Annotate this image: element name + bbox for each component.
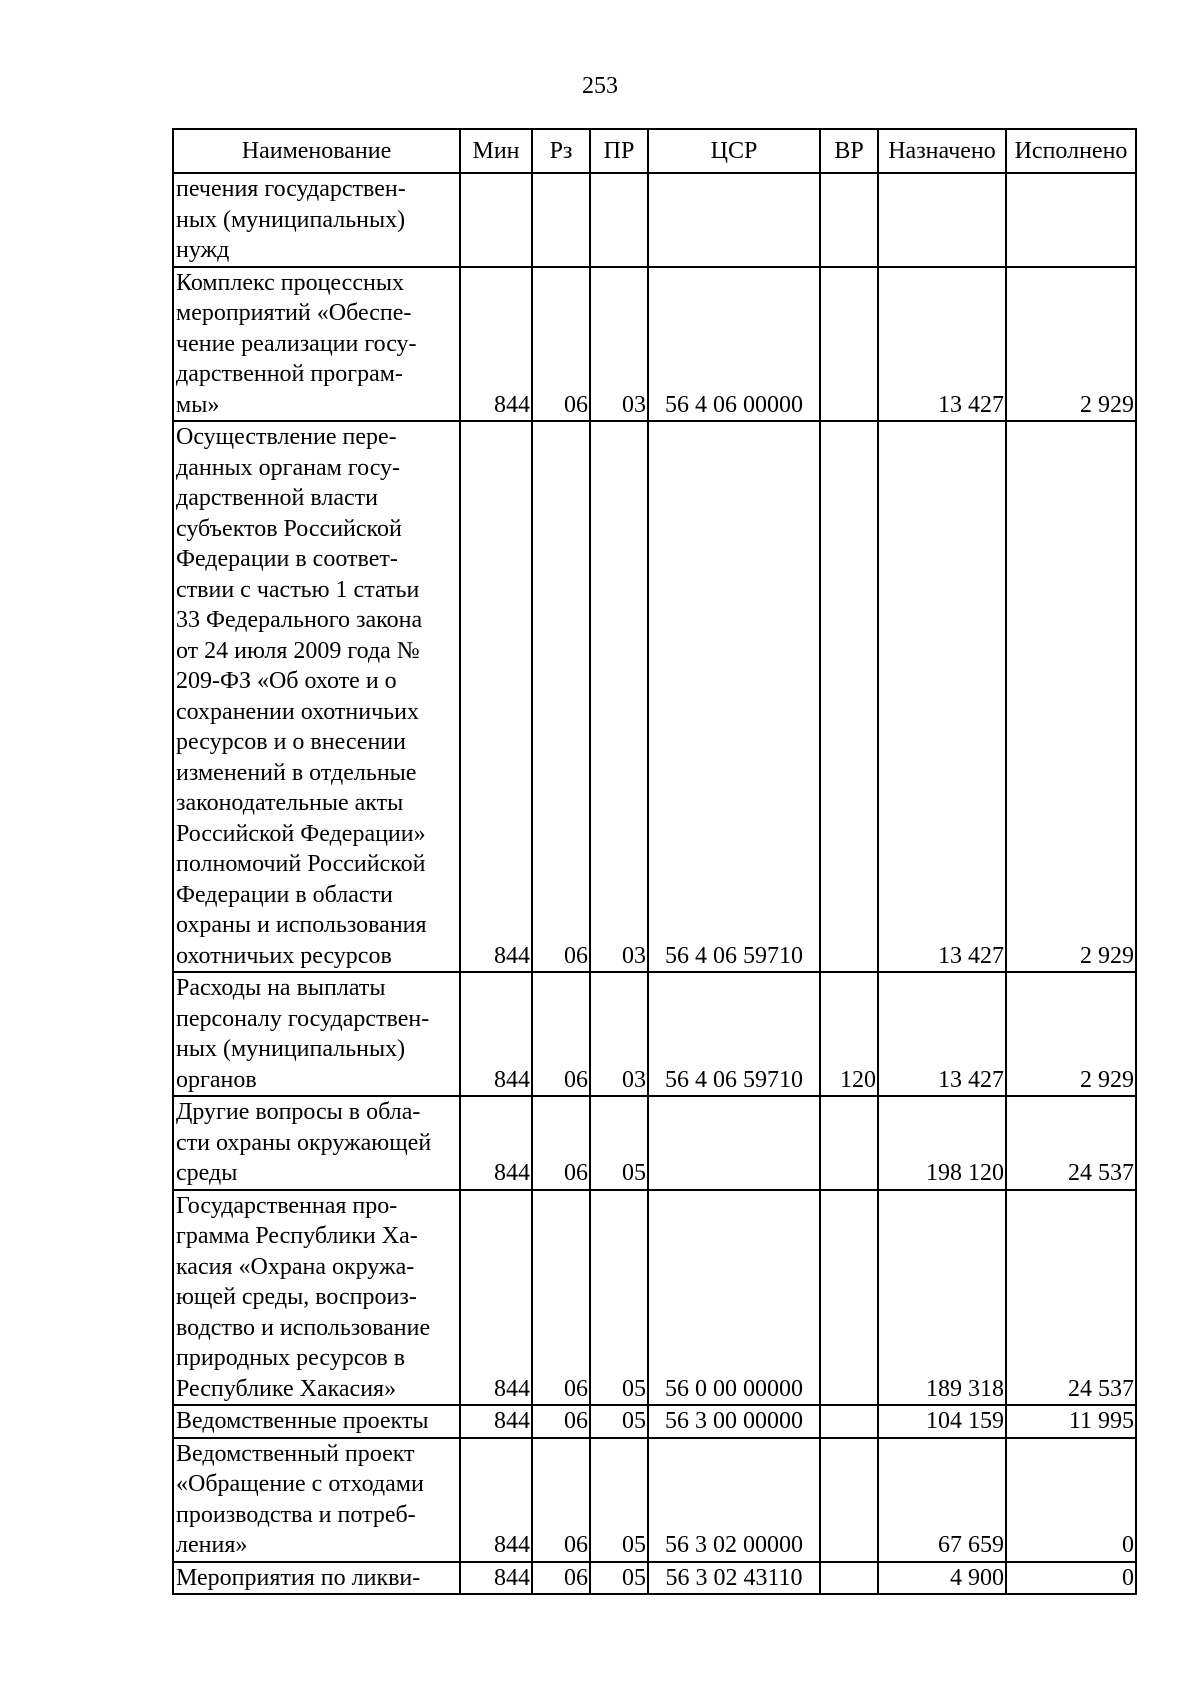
cell-name: Ведомственные проекты (173, 1405, 460, 1438)
cell-csr: 56 3 02 43110 (648, 1562, 820, 1595)
cell-rz: 06 (532, 1190, 590, 1406)
cell-executed: 11 995 (1006, 1405, 1136, 1438)
header-pr: ПР (590, 129, 648, 173)
cell-assigned: 189 318 (878, 1190, 1006, 1406)
cell-csr (648, 1096, 820, 1190)
cell-assigned: 67 659 (878, 1438, 1006, 1562)
cell-executed: 2 929 (1006, 972, 1136, 1096)
cell-pr: 03 (590, 972, 648, 1096)
cell-min: 844 (460, 1438, 532, 1562)
cell-pr: 05 (590, 1096, 648, 1190)
header-rz: Рз (532, 129, 590, 173)
cell-rz: 06 (532, 421, 590, 972)
cell-pr: 03 (590, 267, 648, 422)
cell-csr: 56 0 00 00000 (648, 1190, 820, 1406)
cell-min: 844 (460, 972, 532, 1096)
cell-rz: 06 (532, 1562, 590, 1595)
cell-min: 844 (460, 1405, 532, 1438)
header-vr: ВР (820, 129, 878, 173)
cell-rz: 06 (532, 267, 590, 422)
table-row (173, 173, 1136, 267)
header-assigned: Назначено (878, 129, 1006, 173)
cell-executed (1006, 173, 1136, 267)
cell-executed: 0 (1006, 1438, 1136, 1562)
cell-executed: 2 929 (1006, 421, 1136, 972)
cell-csr: 56 3 00 00000 (648, 1405, 820, 1438)
cell-assigned: 198 120 (878, 1096, 1006, 1190)
cell-assigned (878, 173, 1006, 267)
cell-min: 844 (460, 1562, 532, 1595)
table-row (173, 1405, 1136, 1438)
cell-min: 844 (460, 1190, 532, 1406)
cell-pr (590, 173, 648, 267)
cell-assigned: 13 427 (878, 421, 1006, 972)
cell-vr (820, 267, 878, 422)
cell-pr: 05 (590, 1562, 648, 1595)
cell-assigned: 104 159 (878, 1405, 1006, 1438)
cell-pr: 03 (590, 421, 648, 972)
cell-pr: 05 (590, 1438, 648, 1562)
table-row (173, 1190, 1136, 1406)
header-name: Наименование (173, 129, 460, 173)
cell-vr (820, 173, 878, 267)
table-header-row (173, 129, 1136, 173)
cell-pr: 05 (590, 1190, 648, 1406)
table-row (173, 1438, 1136, 1562)
cell-csr: 56 4 06 00000 (648, 267, 820, 422)
page-number: 253 (582, 73, 618, 99)
cell-rz: 06 (532, 1096, 590, 1190)
cell-name: Другие вопросы в обла- сти охраны окружающей среды (173, 1096, 460, 1190)
cell-name: Ведомственный проект «Обращение с отходами производства и потреб- ления» (173, 1438, 460, 1562)
cell-executed: 0 (1006, 1562, 1136, 1595)
cell-min (460, 173, 532, 267)
cell-assigned: 13 427 (878, 972, 1006, 1096)
cell-min: 844 (460, 421, 532, 972)
header-csr: ЦСР (648, 129, 820, 173)
cell-vr (820, 1438, 878, 1562)
cell-min: 844 (460, 1096, 532, 1190)
cell-executed: 24 537 (1006, 1190, 1136, 1406)
cell-name: печения государствен- ных (муниципальных) нужд (173, 173, 460, 267)
cell-pr: 05 (590, 1405, 648, 1438)
table-row (173, 972, 1136, 1096)
cell-csr: 56 4 06 59710 (648, 972, 820, 1096)
cell-name: Государственная про- грамма Республики Ха- касия «Охрана окружа- ющей среды, воспроиз- водство и использование природных ресурсов в Республике Хакасия» (173, 1190, 460, 1406)
cell-vr (820, 1562, 878, 1595)
table-row (173, 421, 1136, 972)
cell-csr: 56 4 06 59710 (648, 421, 820, 972)
cell-rz: 06 (532, 1405, 590, 1438)
cell-vr (820, 1405, 878, 1438)
cell-vr: 120 (820, 972, 878, 1096)
cell-vr (820, 421, 878, 972)
cell-assigned: 4 900 (878, 1562, 1006, 1595)
cell-name: Расходы на выплаты персоналу государствен- ных (муниципальных) органов (173, 972, 460, 1096)
table-row (173, 267, 1136, 422)
cell-csr: 56 3 02 00000 (648, 1438, 820, 1562)
cell-executed: 2 929 (1006, 267, 1136, 422)
cell-assigned: 13 427 (878, 267, 1006, 422)
header-executed: Исполнено (1006, 129, 1136, 173)
cell-csr (648, 173, 820, 267)
cell-rz: 06 (532, 972, 590, 1096)
cell-name: Комплекс процессных мероприятий «Обеспе- чение реализации госу- дарственной програм- мы» (173, 267, 460, 422)
budget-execution-table (172, 128, 1137, 1595)
cell-name: Мероприятия по ликви- (173, 1562, 460, 1595)
table-row (173, 1096, 1136, 1190)
cell-name: Осуществление пере- данных органам госу- дарственной власти субъектов Российской Федерации в соответ- ствии с частью 1 статьи 33 Федерального закона от 24 июля 2009 года № 209-ФЗ «Об охоте и о сохранении охотничьих ресурсов и о внесении изменений в отдельные законодательные акты Российской Федерации» полномочий Российской Федерации в области охраны и использования охотничьих ресурсов (173, 421, 460, 972)
cell-executed: 24 537 (1006, 1096, 1136, 1190)
cell-min: 844 (460, 267, 532, 422)
cell-vr (820, 1190, 878, 1406)
table-row (173, 1562, 1136, 1595)
header-min: Мин (460, 129, 532, 173)
cell-rz: 06 (532, 1438, 590, 1562)
cell-rz (532, 173, 590, 267)
cell-vr (820, 1096, 878, 1190)
